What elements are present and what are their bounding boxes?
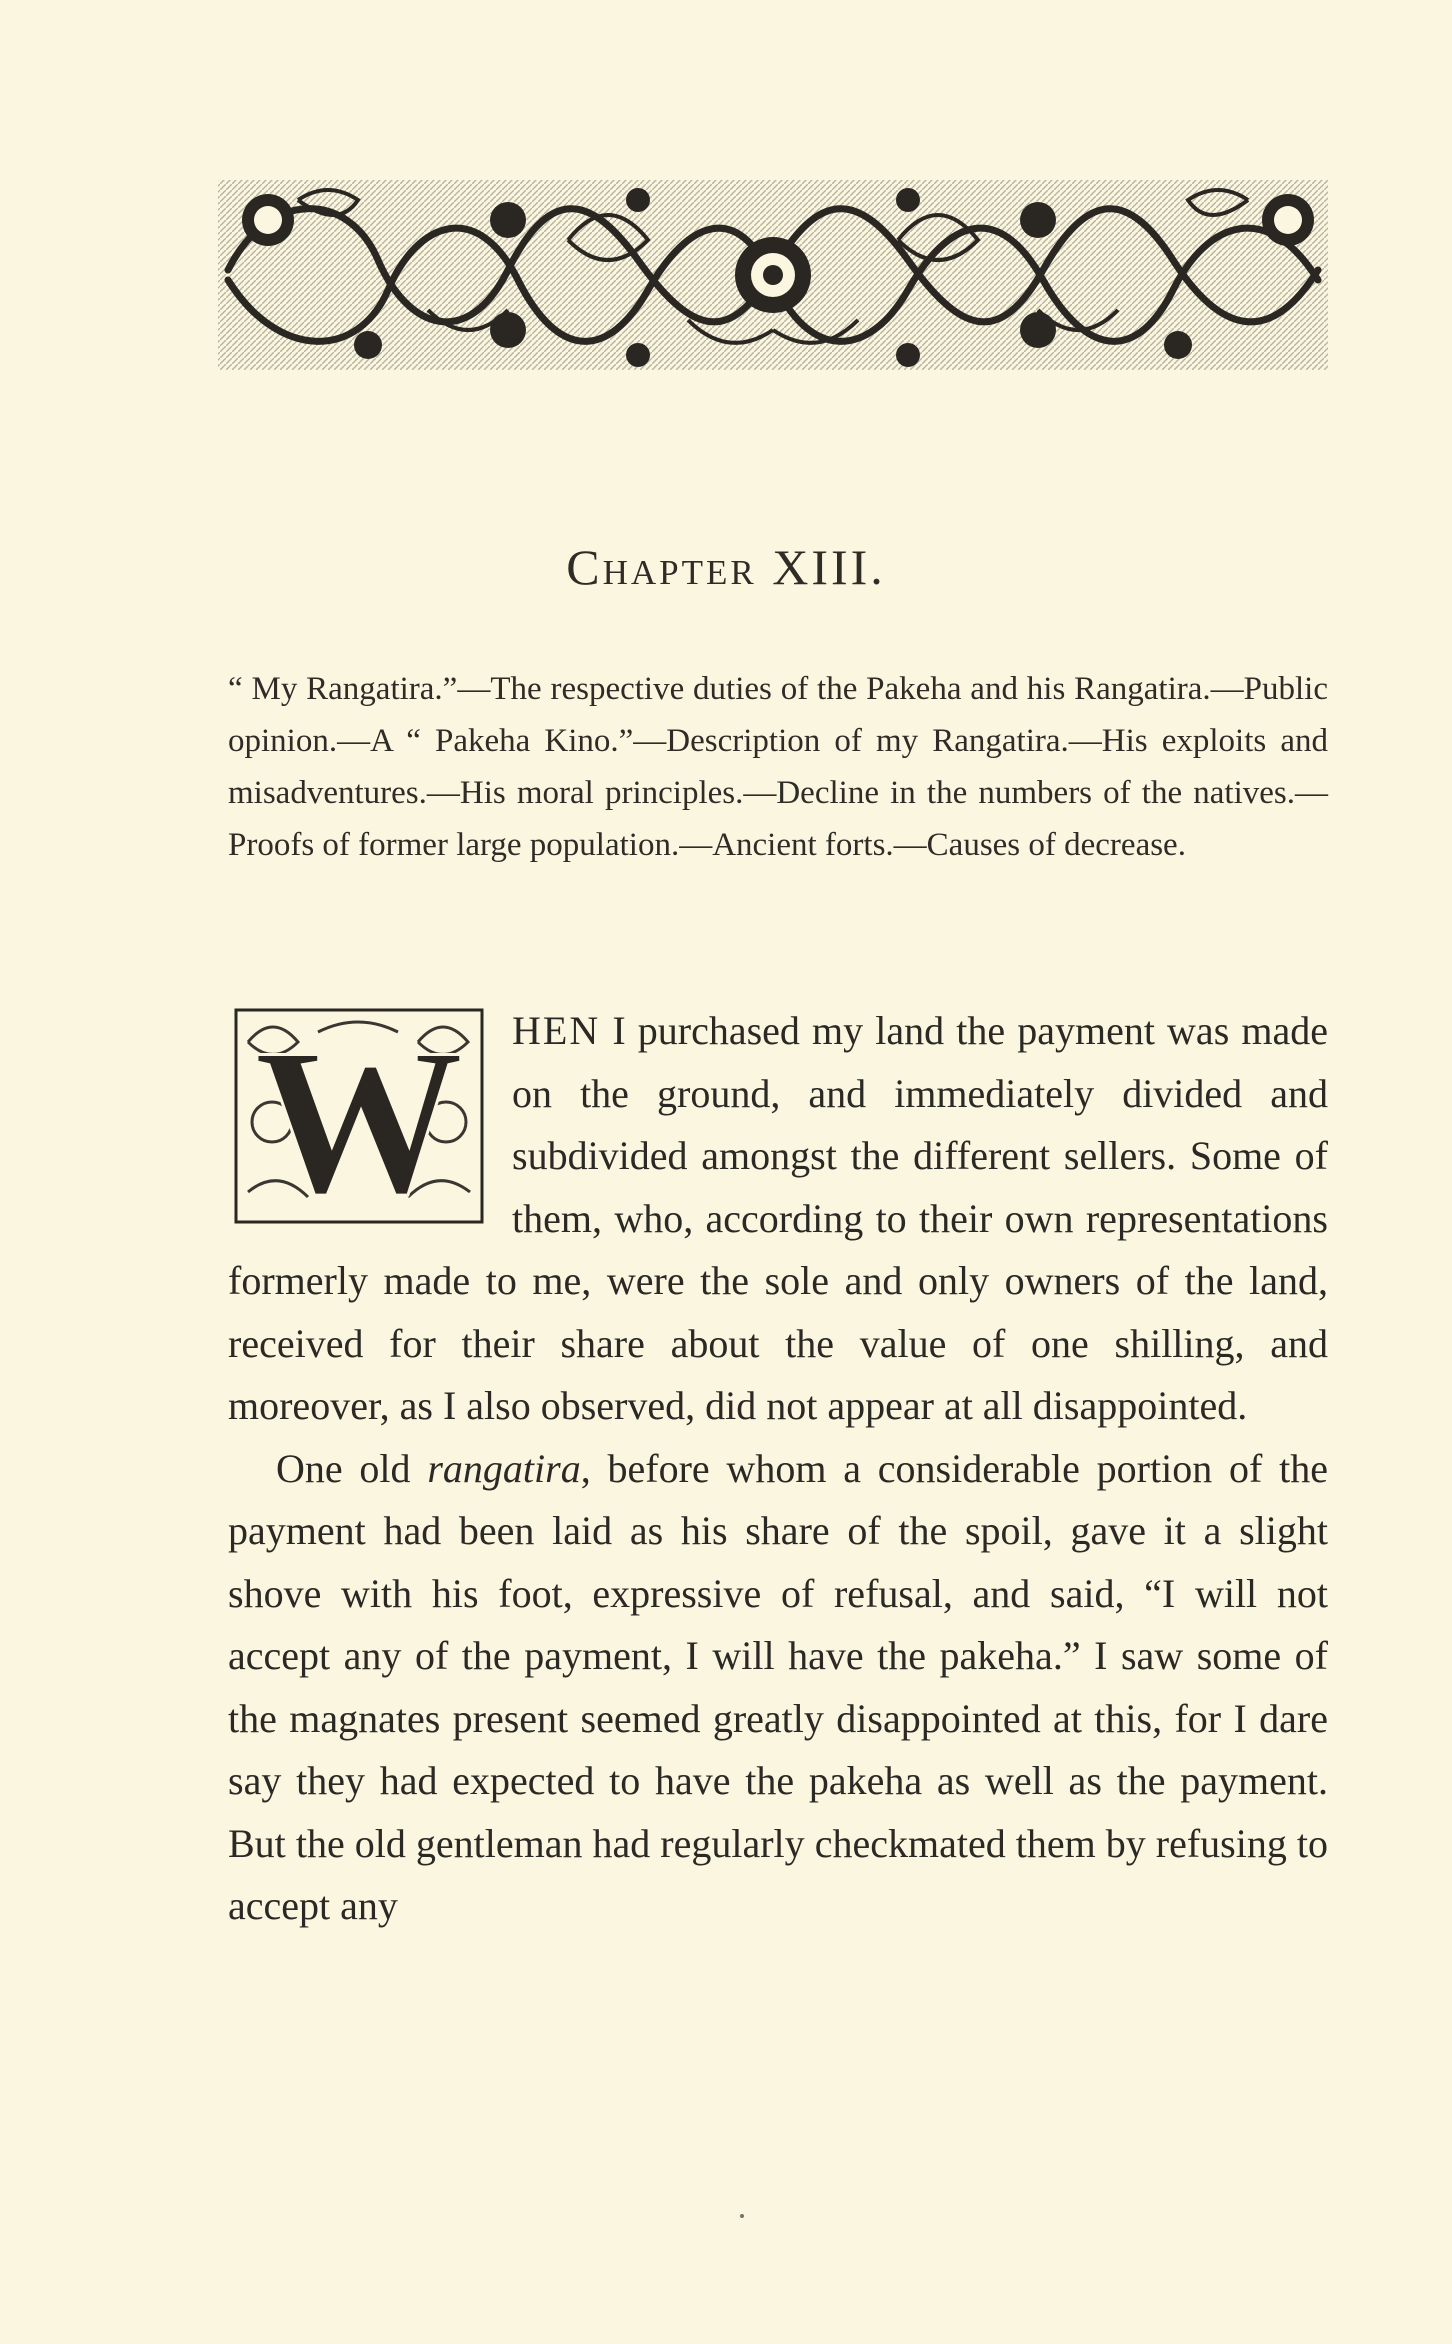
- decorated-initial-icon: [228, 1002, 490, 1230]
- chapter-body: [228, 1000, 1328, 1938]
- paragraph-1-lead: HEN: [512, 1008, 601, 1053]
- paragraph-2-text: , before whom a considerable portion of the payment had been laid as his share of the spoil, gave it a slight shove with his foot, expressive of refusal, and said, “I will not accept any of the payment, I will have the pakeha.” I saw some of the magnates present seemed greatly disappointed at this, for I dare say they had expected to have the pakeha as well as the payment. But the old gentleman had regularly checkmated them by refusing to accept any: [228, 1445, 1328, 1928]
- paragraph-2-italic: rangatira: [427, 1445, 581, 1491]
- paragraph-2-start: One old: [276, 1445, 428, 1491]
- ornamental-headpiece: [208, 160, 1338, 390]
- chapter-synopsis: “ My Rangatira.”—The respective duties of the Pakeha and his Rangatira.—Public opinion.—A “ Pakeha Kino.”—Description of my Rangatira.—His exploits and misadventures.—His moral principles.—Decline in the numbers of the natives.—Proofs of former large population.—Ancient forts.—Causes of decrease.: [228, 671, 1328, 863]
- paragraph-1-text: I purchased my land the payment was made on the ground, and immediately divided and subdivided amongst the different sellers. Some of them, who, according to their own representations formerly made to me, were the sole and only owners of the land, received for their share about the value of one shilling, and moreover, as I also observed, did not appear at all disappointed.: [228, 1008, 1328, 1428]
- chapter-title: Chapter XIII.: [566, 539, 886, 595]
- dropcap-w: [228, 1002, 490, 1230]
- dropcap-letter: W: [254, 1006, 464, 1230]
- scroll-ornament-icon: [208, 160, 1338, 390]
- paragraph-2: [228, 1438, 1328, 1938]
- page-speck: [740, 2214, 744, 2218]
